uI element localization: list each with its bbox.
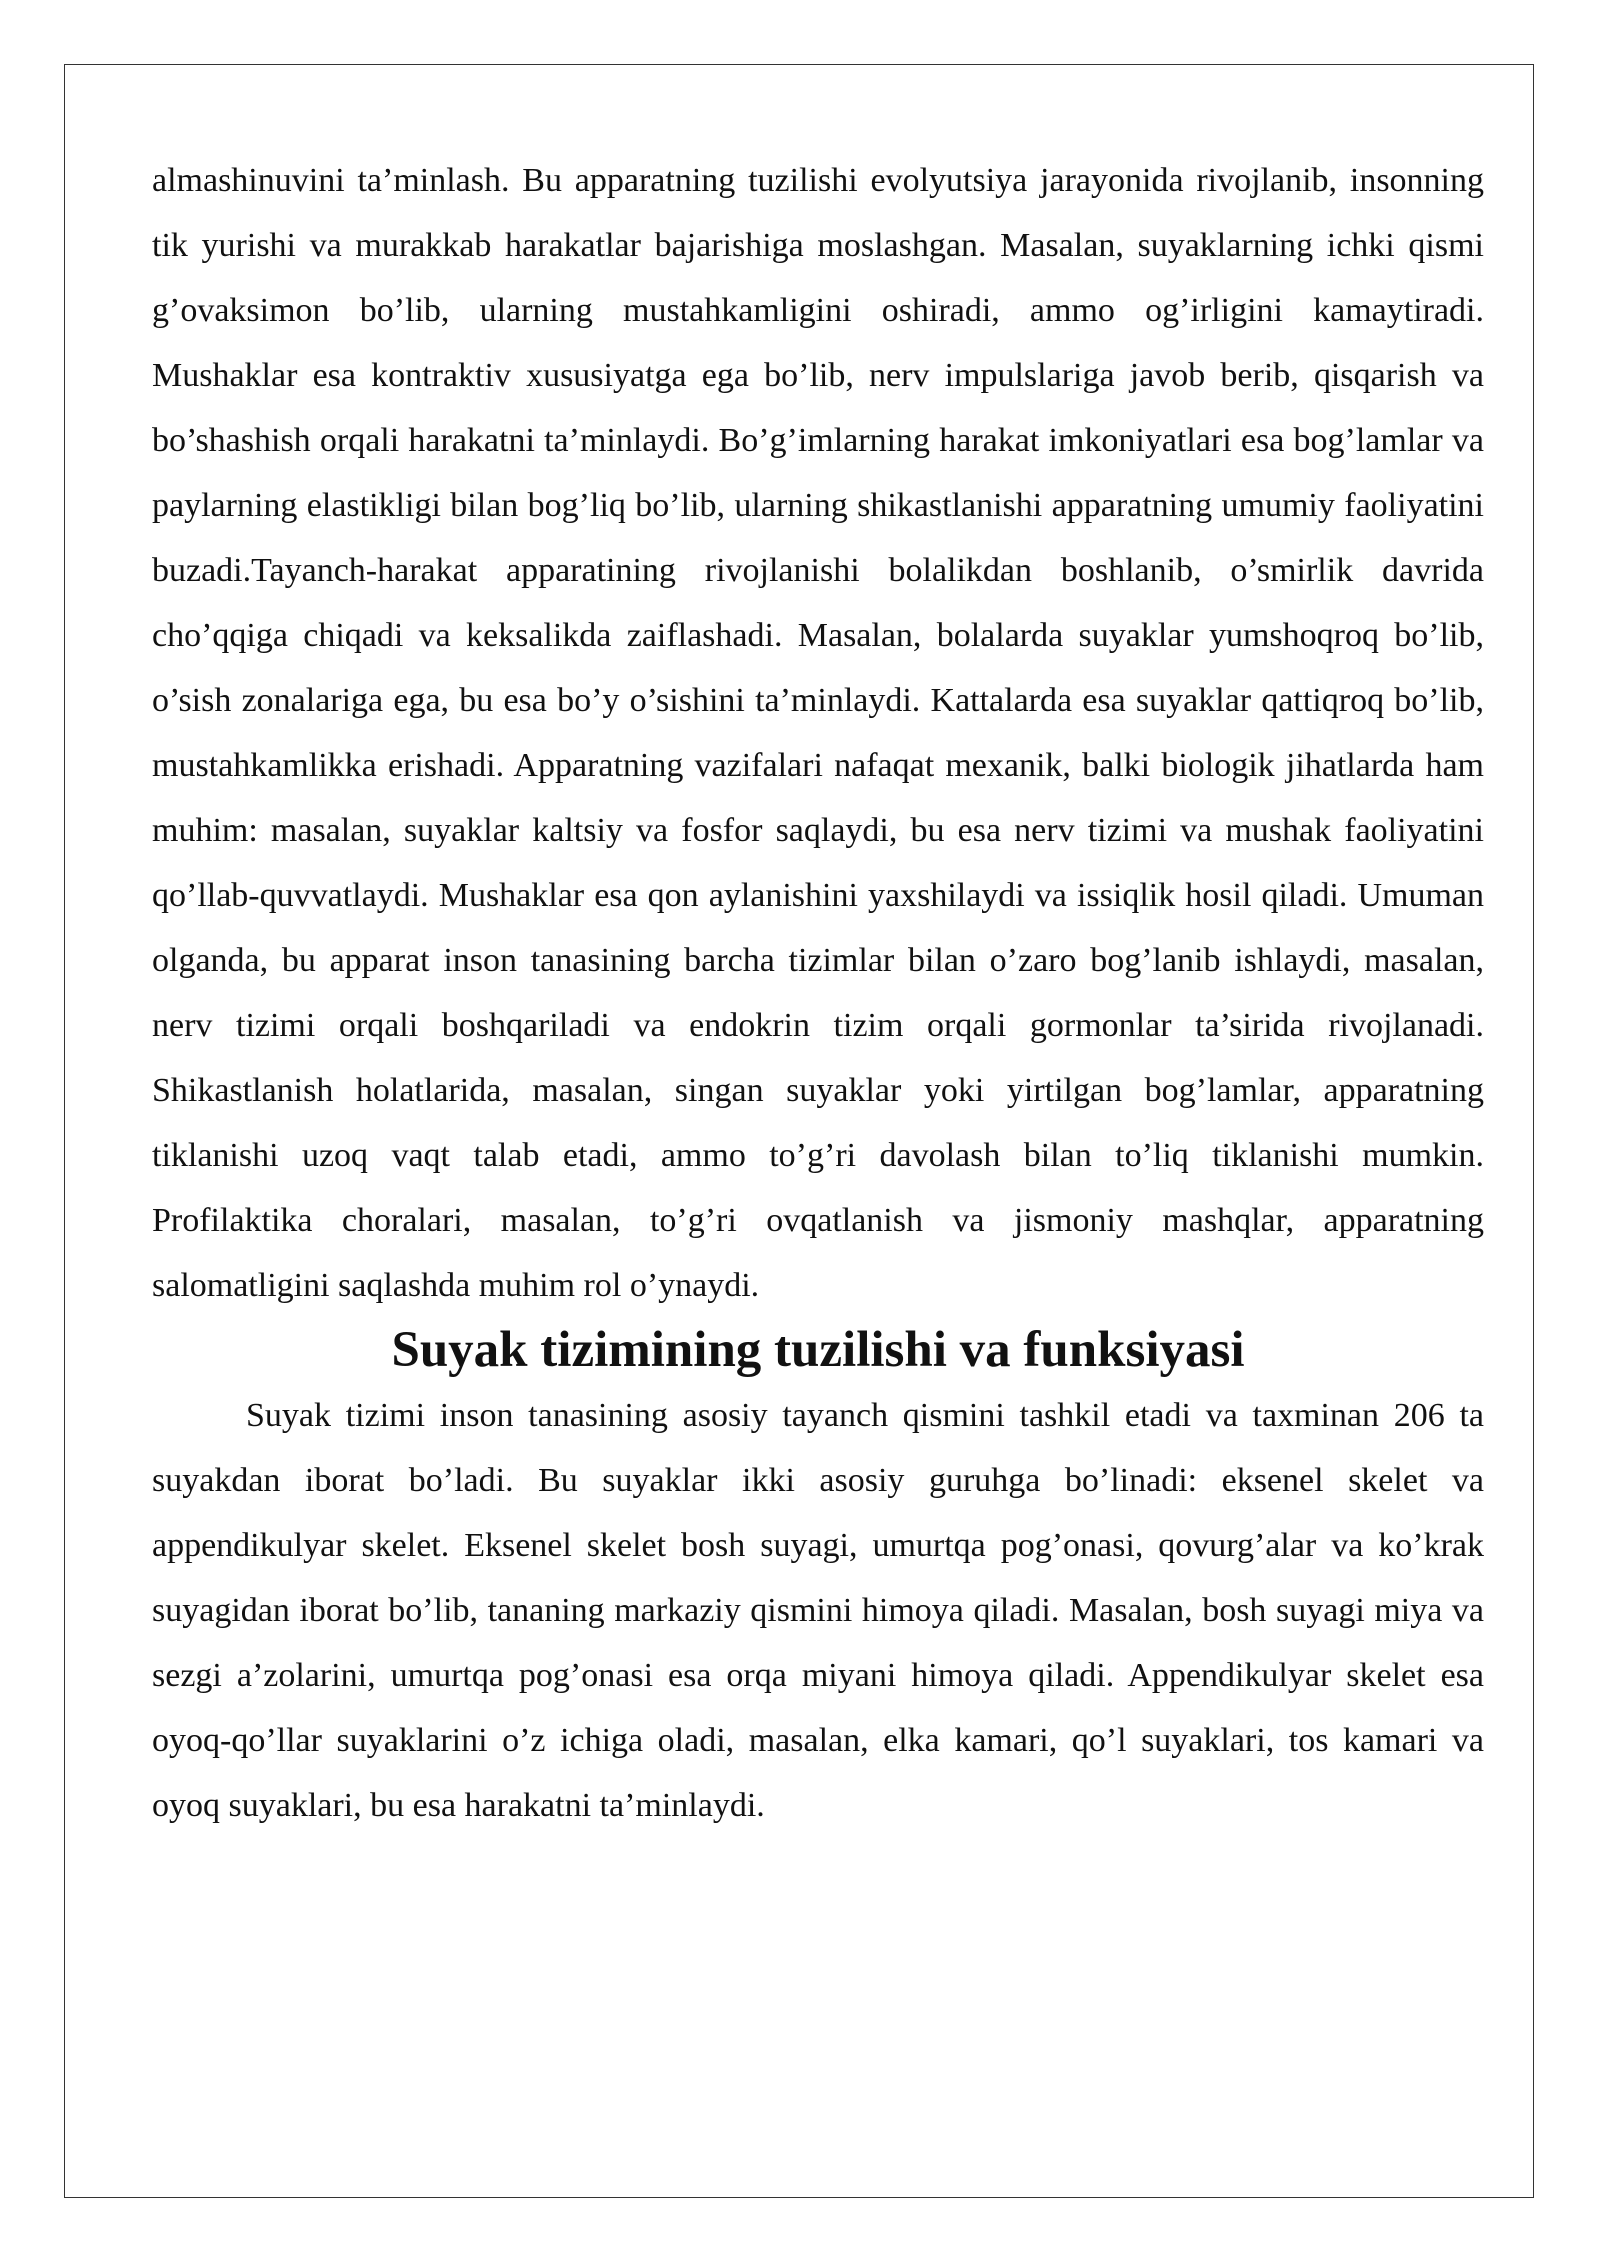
body-paragraph: Suyak tizimi inson tanasining asosiy tayanch qismini tashkil etadi va taxminan 206 ta suyakdan iborat bo’ladi. Bu suyaklar ikki asosiy guruhga bo’linadi: eksenel skelet va appendikulyar skelet. Eksenel skelet bosh suyagi, umurtqa pog’onasi, qovurg’alar va ko’krak suyagidan iborat bo’lib, tananing markaziy qismini himoya qiladi. Masalan, bosh suyagi miya va sezgi a’zolarini, umurtqa pog’onasi esa orqa miyani himoya qiladi. Appendikulyar skelet esa oyoq-qo’llar suyaklarini o’z ichiga oladi, masalan, elka kamari, qo’l suyaklari, tos kamari va oyoq suyaklari, bu esa harakatni ta’minlaydi. <box>152 1397 1484 1824</box>
document-body <box>152 148 1484 1838</box>
body-paragraph: almashinuvini ta’minlash. Bu apparatning tuzilishi evolyutsiya jarayonida rivojlanib, insonning tik yurishi va murakkab harakatlar bajarishiga moslashgan. Masalan, suyaklarning ichki qismi g’ovaksimon bo’lib, ularning mustahkamligini oshiradi, ammo og’irligini kamaytiradi. Mushaklar esa kontraktiv xususiyatga ega bo’lib, nerv impulslariga javob berib, qisqarish va bo’shashish orqali harakatni ta’minlaydi. Bo’g’imlarning harakat imkoniyatlari esa bog’lamlar va paylarning elastikligi bilan bog’liq bo’lib, ularning shikastlanishi apparatning umumiy faoliyatini buzadi.Tayanch-harakat apparatining rivojlanishi bolalikdan boshlanib, o’smirlik davrida cho’qqiga chiqadi va keksalikda zaiflashadi. Masalan, bolalarda suyaklar yumshoqroq bo’lib, o’sish zonalariga ega, bu esa bo’y o’sishini ta’minlaydi. Kattalarda esa suyaklar qattiqroq bo’lib, mustahkamlikka erishadi. Apparatning vazifalari nafaqat mexanik, balki biologik jihatlarda ham muhim: masalan, suyaklar kaltsiy va fosfor saqlaydi, bu esa nerv tizimi va mushak faoliyatini qo’llab-quvvatlaydi. Mushaklar esa qon aylanishini yaxshilaydi va issiqlik hosil qiladi. Umuman olganda, bu apparat inson tanasining barcha tizimlar bilan o’zaro bog’lanib ishlaydi, masalan, nerv tizimi orqali boshqariladi va endokrin tizim orqali gormonlar ta’sirida rivojlanadi. Shikastlanish holatlarida, masalan, singan suyaklar yoki yirtilgan bog’lamlar, apparatning tiklanishi uzoq vaqt talab etadi, ammo to’g’ri davolash bilan to’liq tiklanishi mumkin. Profilaktika choralari, masalan, to’g’ri ovqatlanish va jismoniy mashqlar, apparatning salomatligini saqlashda muhim rol o’ynaydi. <box>152 162 1484 1304</box>
section-heading: Suyak tizimining tuzilishi va funksiyasi <box>391 1322 1245 1378</box>
